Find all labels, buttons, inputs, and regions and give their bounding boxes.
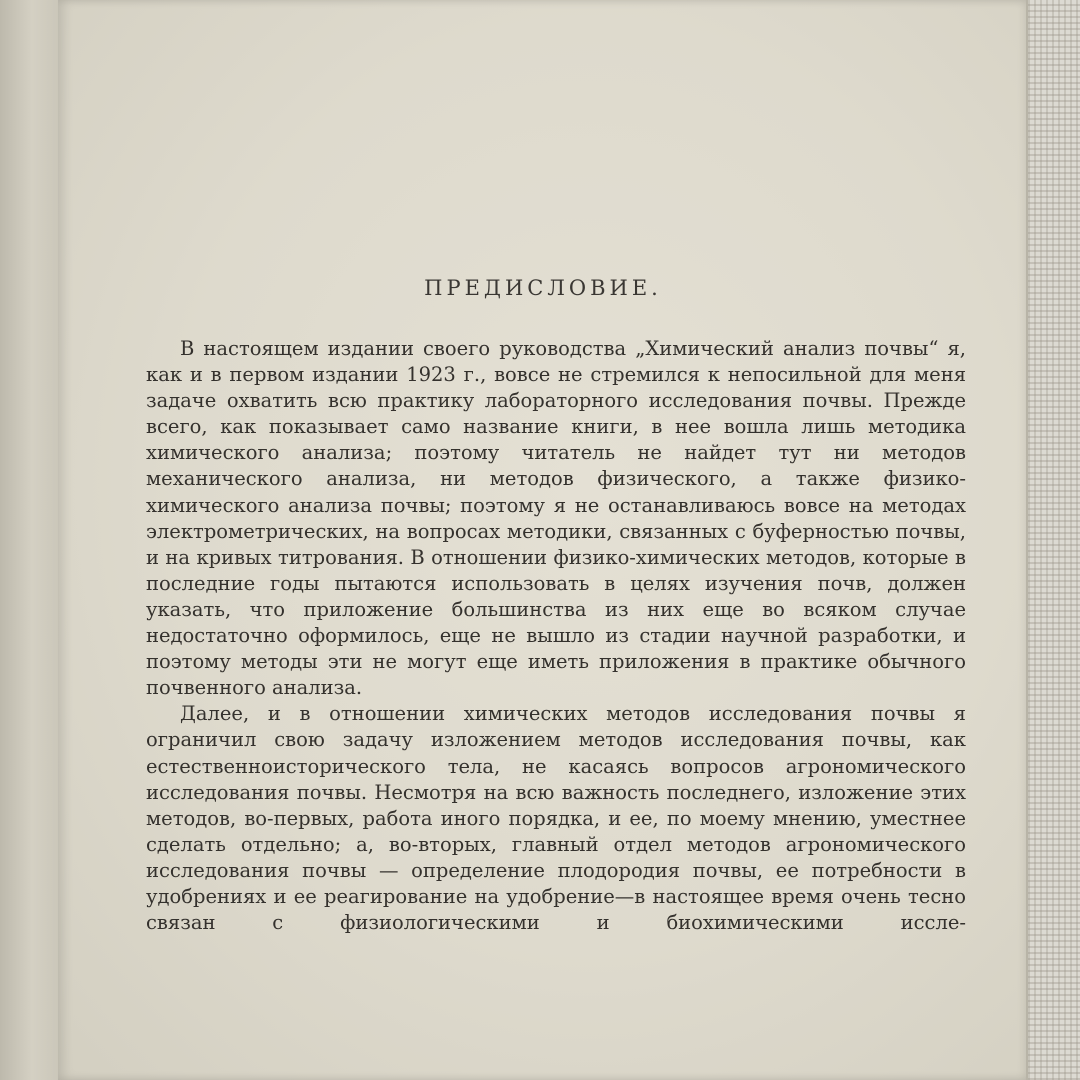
page-heading: ПРЕДИСЛОВИЕ.	[424, 276, 662, 300]
book-page	[58, 0, 1028, 1080]
linen-cover-edge	[1026, 0, 1080, 1080]
paragraph-2: Далее, и в отношении химических методов исследования почвы я ограничил свою задачу изложением методов исследования почвы, как естественноисторического тела, не касаясь вопросов агрономического исследования почвы. Несмотря на всю важность последнего, изложение этих методов, во-первых, работа иного порядка, и ее, по моему мнению, уместнее сделать отдельно; а, во-вторых, главный отдел методов агрономического исследования почвы — определение плодородия почвы, ее потребности в удобрениях и ее реагирование на удобрение—в настоящее время очень тесно связан с физиологическими и биохимическими иссле-	[146, 702, 966, 935]
paragraph-1: В настоящем издании своего руководства „Химический анализ почвы“ я, как и в первом издании 1923 г., вовсе не стремился к непосильной для меня задаче охватить всю практику лабораторного исследования почвы. Прежде всего, как показывает само название книги, в нее вошла лишь методика химического анализа; поэтому читатель не найдет тут ни методов механического анализа, ни методов физического, а также физико-химического анализа почвы; поэтому я не останавливаюсь вовсе на методах электрометрических, на вопросах методики, связанных с буферностью почвы, и на кривых титрования. В отношении физико-химических методов, которые в последние годы пытаются использовать в целях изучения почв, должен указать, что приложение большинства из них еще во всяком случае недостаточно оформилось, еще не вышло из стадии научной разработки, и поэтому методы эти не могут еще иметь приложения в практике обычного почвенного анализа.	[146, 337, 966, 700]
previous-page-edge	[0, 0, 60, 1080]
page-body	[146, 336, 966, 936]
